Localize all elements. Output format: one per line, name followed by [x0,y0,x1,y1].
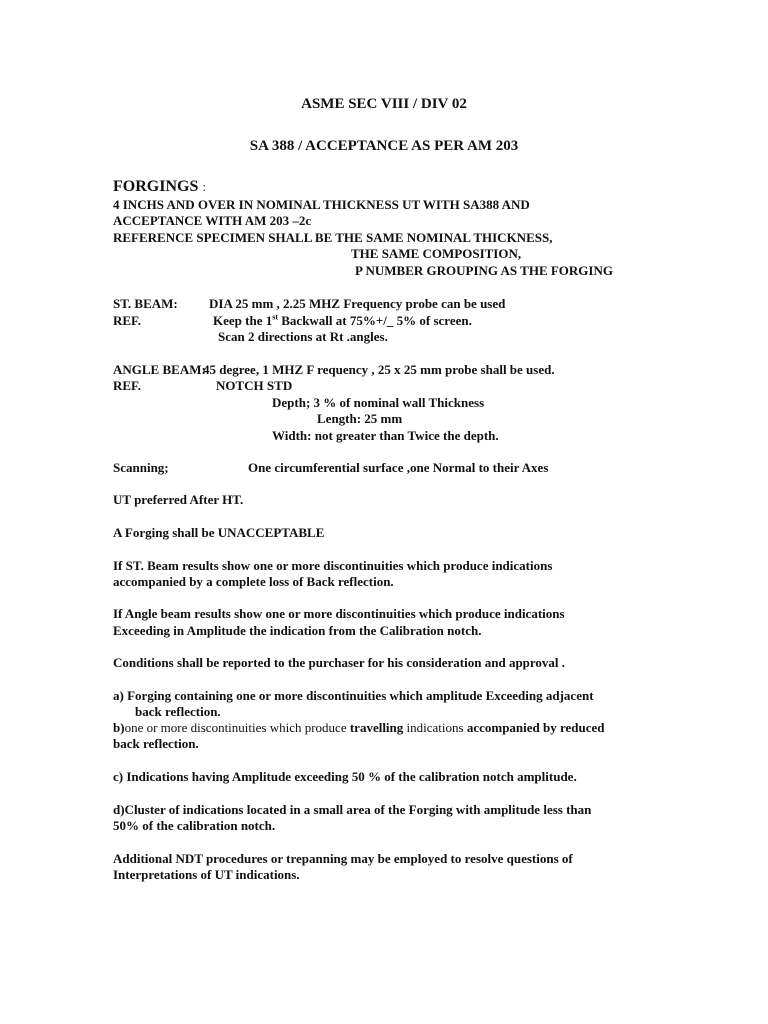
scanning-value: One circumferential surface ,one Normal to their Axes [248,460,549,475]
st-beam-ref-sup: st [272,312,278,322]
forgings-line-1: 4 INCHS AND OVER IN NOMINAL THICKNESS UT WITH SA388 AND [113,197,530,212]
forgings-line-4: THE SAME COMPOSITION, [351,246,522,261]
st-beam-scan: Scan 2 directions at Rt .angles. [218,329,388,344]
ut-preferred: UT preferred After HT. [113,492,244,507]
notch-length: Length: 25 mm [317,411,403,426]
item-b-text-1: one or more discontinuities which produce [124,720,350,735]
document-subtitle: SA 388 / ACCEPTANCE AS PER AM 203 [249,138,519,154]
st-beam-ref-post: Backwall at 75%+/_ 5% of screen. [278,313,472,328]
item-c: c) Indications having Amplitude exceeding 50 % of the calibration notch amplitude. [113,769,577,784]
document-title: ASME SEC VIII / DIV 02 [301,96,467,112]
angle-beam-ref-label: REF. [113,378,142,393]
angle-beam-ref-value: NOTCH STD [216,378,293,393]
additional-line-1: Additional NDT procedures or trepanning may be employed to resolve questions of [113,851,573,866]
st-beam-ref-label: REF. [113,313,142,328]
st-beam-ref-pre: Keep the 1 [213,313,273,328]
st-beam-para-line-1: If ST. Beam results show one or more discontinuities which produce indications [113,558,553,573]
additional-line-2: Interpretations of UT indications. [113,867,300,882]
item-b-text-3: indications [403,720,467,735]
item-a-line-1: a) Forging containing one or more discontinuities which amplitude Exceeding adjacent [113,688,594,703]
angle-beam-label: ANGLE BEAM: [113,362,206,377]
forgings-line-2: ACCEPTANCE WITH AM 203 –2c [113,213,312,228]
item-b-text-2: travelling [349,720,404,735]
forgings-colon: : [202,179,206,194]
item-b-line-1 [113,720,605,736]
st-beam-label: ST. BEAM: [113,296,178,311]
conditions-text: Conditions shall be reported to the purchaser for his consideration and approval . [113,655,566,670]
st-beam-value: DIA 25 mm , 2.25 MHZ Frequency probe can be used [209,296,506,311]
item-a-line-2: back reflection. [135,704,221,719]
forgings-line-5: P NUMBER GROUPING AS THE FORGING [355,263,613,278]
angle-beam-value: 45 degree, 1 MHZ F requency , 25 x 25 mm probe shall be used. [203,362,555,377]
forgings-heading [113,179,206,195]
angle-beam-para-line-2: Exceeding in Amplitude the indication from the Calibration notch. [113,623,482,638]
forgings-line-3: REFERENCE SPECIMEN SHALL BE THE SAME NOMINAL THICKNESS, [113,230,553,245]
item-b-line-2: back reflection. [113,736,199,751]
st-beam-ref-value [213,313,472,329]
angle-beam-para-line-1: If Angle beam results show one or more discontinuities which produce indications [113,606,565,621]
scanning-label: Scanning; [113,460,169,475]
item-b-marker: b) [113,720,125,735]
unacceptable-heading: A Forging shall be UNACCEPTABLE [113,525,325,540]
notch-depth: Depth; 3 % of nominal wall Thickness [272,395,485,410]
item-d-line-2: 50% of the calibration notch. [113,818,276,833]
item-d-line-1: d)Cluster of indications located in a small area of the Forging with amplitude less than [113,802,592,817]
st-beam-para-line-2: accompanied by a complete loss of Back reflection. [113,574,394,589]
forgings-heading-text: FORGINGS [113,178,199,195]
notch-width: Width: not greater than Twice the depth. [272,428,499,443]
item-b-text-4: accompanied by reduced [466,720,605,735]
